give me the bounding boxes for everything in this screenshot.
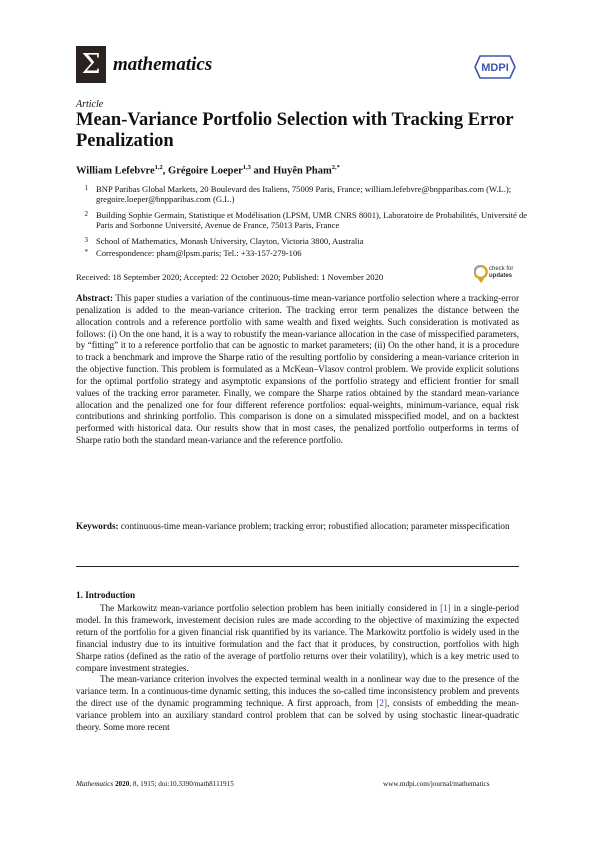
check-for-updates-badge[interactable] bbox=[474, 263, 524, 285]
mdpi-text: MDPI bbox=[481, 62, 509, 74]
author-list bbox=[76, 164, 340, 177]
check-updates-line1: check for bbox=[489, 266, 514, 272]
footer-year: 2020 bbox=[114, 780, 130, 788]
abstract-label: Abstract: bbox=[76, 293, 113, 303]
journal-name: mathematics bbox=[113, 54, 213, 75]
author-name[interactable]: Grégoire Loeper bbox=[168, 165, 243, 177]
affiliation-marker: 3 bbox=[84, 236, 88, 244]
keywords-label: Keywords: bbox=[76, 521, 119, 531]
affiliation-text: BNP Paribas Global Markets, 20 Boulevard des Italiens, 75009 Paris, France; william.lefebvre@bnpparibas.com (W.L.); gregoire.loeper@bnpparibas.com (G.L.) bbox=[96, 184, 512, 205]
sigma-icon: Σ bbox=[81, 49, 101, 80]
paragraph-text: The mean-variance criterion involves the expected terminal wealth in a nonlinear way due to the presence of the variance term. In a continuous-time dynamic setting, this induces the so-called time inconsistency problem and prevents the direct use of the dynamic programming technique. A first approach, from bbox=[76, 674, 519, 709]
author-affil-sup: 1,2 bbox=[154, 164, 163, 171]
citation-link[interactable]: [1] bbox=[440, 603, 451, 613]
section-divider bbox=[76, 566, 519, 567]
affiliation-marker: 2 bbox=[84, 210, 88, 218]
journal-logo bbox=[76, 46, 106, 83]
author-sep: and bbox=[250, 165, 274, 177]
check-updates-line2: updates bbox=[489, 273, 513, 279]
mdpi-logo bbox=[474, 55, 516, 79]
author-sep: , bbox=[162, 165, 169, 177]
article-type: Article bbox=[76, 99, 104, 110]
keywords-text: continuous-time mean-variance problem; tracking error; robustified allocation; parameter misspecification bbox=[120, 521, 510, 531]
author-name[interactable]: William Lefebvre bbox=[76, 165, 155, 177]
paragraph-text: in a single-period model. In this framework, investement decision rules are made according to the objective of maximizing the expected return of the portfolio for a given financial risk quantified by its variance. The Markowitz portfolio is widely used in the financial industry due to its intuitive formulation and the fact that it produces, by construction, portfolios with high Sharpe ratios (defined as the ratio of the average of portfolio returns over their volatility), which is a key metric used to compare investment strategies. bbox=[76, 603, 519, 673]
introduction-body bbox=[76, 603, 519, 734]
check-updates-icon bbox=[474, 265, 488, 283]
paper-title: Mean-Variance Portfolio Selection with Tracking Error Penalization bbox=[76, 110, 514, 151]
keywords bbox=[76, 521, 519, 533]
abstract-text: This paper studies a variation of the continuous-time mean-variance portfolio selection where a tracking-error penalization is added to the mean-variance criterion. The tracking error term penalizes the distance between the allocation controls and a reference portfolio with same wealth and fixed weights. Such consideration is motivated as follows: (i) On the one hand, it is a way to robustify the mean-variance allocation in the case of misspecified parameters, by “fitting” it to a reference portfolio that can be agnostic to market parameters; (ii) On the other hand, it is a procedure to track a benchmark and improve the Sharpe ratio of the resulting portfolio by considering a mean-variance criterion in the objective function. This problem is formulated as a McKean–Vlasov control problem. We provide explicit solutions for the optimal portfolio strategy and asymptotic expansions of the portfolio strategy and efficient frontier for small values of the tracking error parameter. Finally, we compare the Sharpe ratios obtained by the standard mean-variance allocation and the penalized one for four different reference portfolios: equal-weights, minimum-variance, equal risk contributions and shrinking portfolio. This comparison is done on a simulated misspecified model, and on a backtest performed with historical data. Our results show that in most cases, the penalized portfolio outperforms in terms of Sharpe ratio both the standard mean-variance and the reference portfolio. bbox=[76, 293, 519, 446]
affiliation-text: School of Mathematics, Monash University, Clayton, Victoria 3800, Australia bbox=[96, 236, 364, 246]
author-affil-sup: 1,3 bbox=[242, 164, 251, 171]
author-name[interactable]: Huyên Pham bbox=[273, 165, 332, 177]
check-updates-label bbox=[489, 266, 513, 280]
publication-dates: Received: 18 September 2020; Accepted: 22 October 2020; Published: 1 November 2020 bbox=[76, 272, 384, 282]
paragraph-text: , consists of embedding the mean-variance problem into an auxiliary standard control problem that can be solved by using stochastic linear-quadratic theory. Some more recent bbox=[76, 698, 519, 733]
paragraph-text: The Markowitz mean-variance portfolio selection problem has been initially considered in bbox=[100, 603, 441, 613]
affiliation-marker: * bbox=[84, 248, 88, 256]
citation-link[interactable]: [2] bbox=[376, 698, 387, 709]
footer-url[interactable]: www.mdpi.com/journal/mathematics bbox=[383, 780, 490, 788]
abstract bbox=[76, 293, 519, 447]
affiliation-text: Building Sophie Germain, Statistique et Modélisation (LPSM, UMR CNRS 8001), Laboratoire de Probabilités, Université de Paris and Sorbonne Université, Avenue de France, 75013 Paris, France bbox=[96, 210, 528, 231]
paragraph bbox=[76, 674, 519, 734]
author-affil-sup: 2,* bbox=[331, 164, 340, 171]
affiliation-marker: 1 bbox=[84, 184, 88, 192]
paragraph bbox=[76, 603, 519, 674]
section-heading: 1. Introduction bbox=[76, 590, 136, 600]
footer-doi[interactable]: , 8, 1915; doi:10.3390/math8111915 bbox=[129, 780, 234, 788]
footer-citation bbox=[76, 780, 234, 788]
correspondence-text[interactable]: Correspondence: pham@lpsm.paris; Tel.: +33-157-279-106 bbox=[96, 248, 302, 258]
footer-journal: Mathematics bbox=[76, 780, 114, 788]
